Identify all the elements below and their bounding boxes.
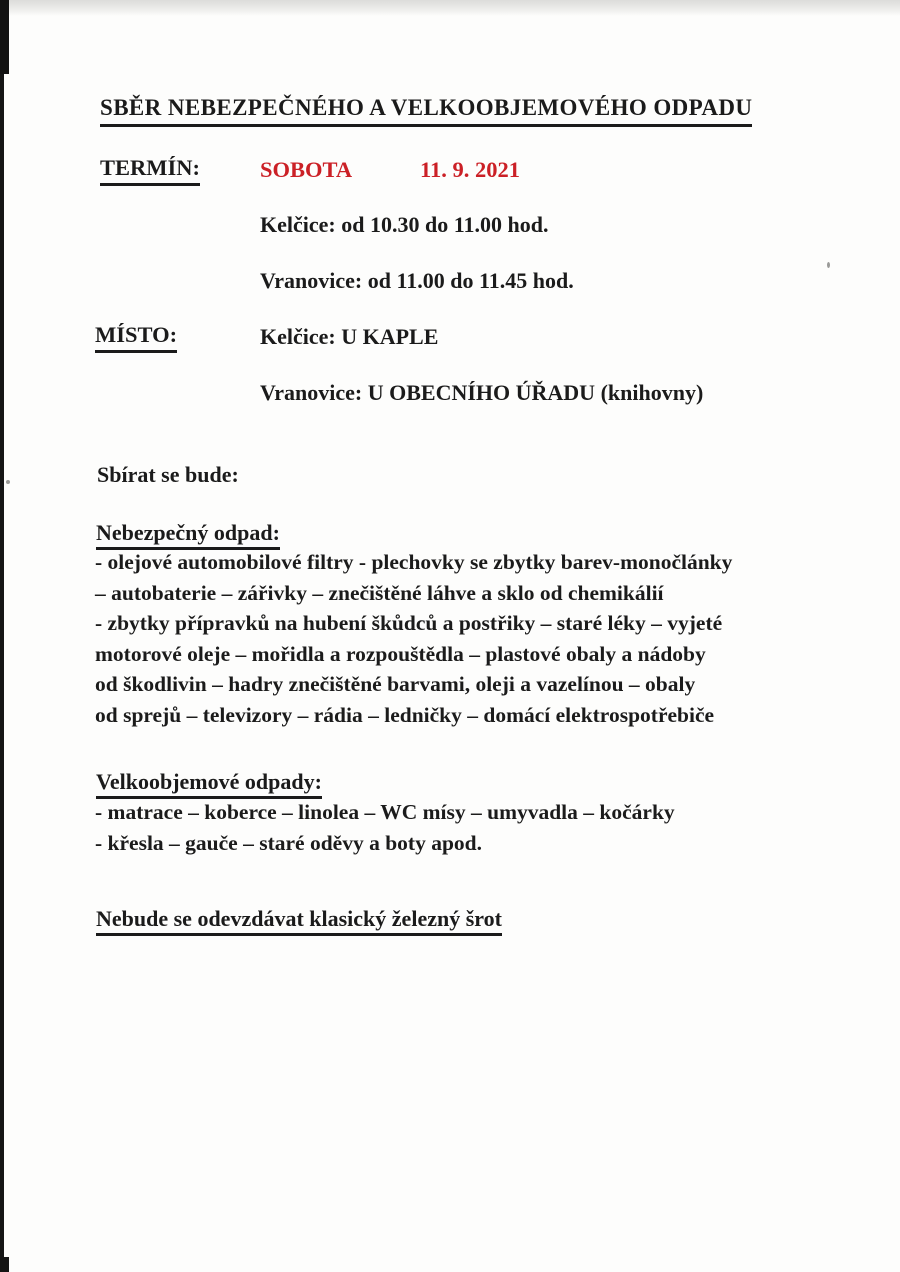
bulky-line: - matrace – koberce – linolea – WC mísy – umyvadla – kočárky xyxy=(95,800,675,824)
hazardous-line: – autobaterie – zářivky – znečištěné láhve a sklo od chemikálií xyxy=(95,580,664,605)
collection-place-vranovice: Vranovice: U OBECNÍHO ÚŘADU (knihovny) xyxy=(260,380,704,405)
termin-label: TERMÍN: xyxy=(100,155,200,186)
bulky-waste-list xyxy=(95,797,675,858)
document-title: SBĚR NEBEZPEČNÉHO A VELKOOBJEMOVÉHO ODPADU xyxy=(100,95,752,127)
bulky-waste-heading: Velkoobjemové odpady: xyxy=(96,769,322,799)
collection-time-vranovice: Vranovice: od 11.00 do 11.45 hod. xyxy=(260,268,574,293)
termin-date: 11. 9. 2021 xyxy=(420,157,521,182)
hazardous-line: - olejové automobilové filtry - plechovky se zbytky barev-monočlánky xyxy=(95,550,733,574)
collect-intro: Sbírat se bude: xyxy=(97,462,239,487)
hazardous-line: od škodlivin – hadry znečištěné barvami, oleji a vazelínou – obaly xyxy=(95,672,696,697)
collection-place-kelcice: Kelčice: U KAPLE xyxy=(260,324,439,349)
hazardous-line: od sprejů – televizory – rádia – ledničky – domácí elektrospotřebiče xyxy=(95,702,715,727)
scan-bottom-left-mark xyxy=(0,1257,9,1272)
scan-top-shadow xyxy=(0,0,900,16)
hazardous-line: motorové oleje – mořidla a rozpouštědla – plastové obaly a nádoby xyxy=(95,641,706,666)
misto-label: MÍSTO: xyxy=(95,322,177,353)
scan-speck xyxy=(6,480,10,484)
bulky-line: - křesla – gauče – staré oděvy a boty apod. xyxy=(95,830,482,855)
hazardous-waste-list xyxy=(95,547,732,731)
hazardous-line: - zbytky přípravků na hubení škůdců a postřiky – staré léky – vyjeté xyxy=(95,611,723,636)
scan-top-left-mark xyxy=(0,0,9,74)
termin-day: SOBOTA xyxy=(260,157,353,182)
scan-left-edge xyxy=(0,0,4,1272)
no-scrap-note: Nebude se odevzdávat klasický železný šrot xyxy=(96,906,502,936)
collection-time-kelcice: Kelčice: od 10.30 do 11.00 hod. xyxy=(260,212,549,237)
scan-speck xyxy=(827,262,830,268)
hazardous-waste-heading: Nebezpečný odpad: xyxy=(96,520,280,550)
